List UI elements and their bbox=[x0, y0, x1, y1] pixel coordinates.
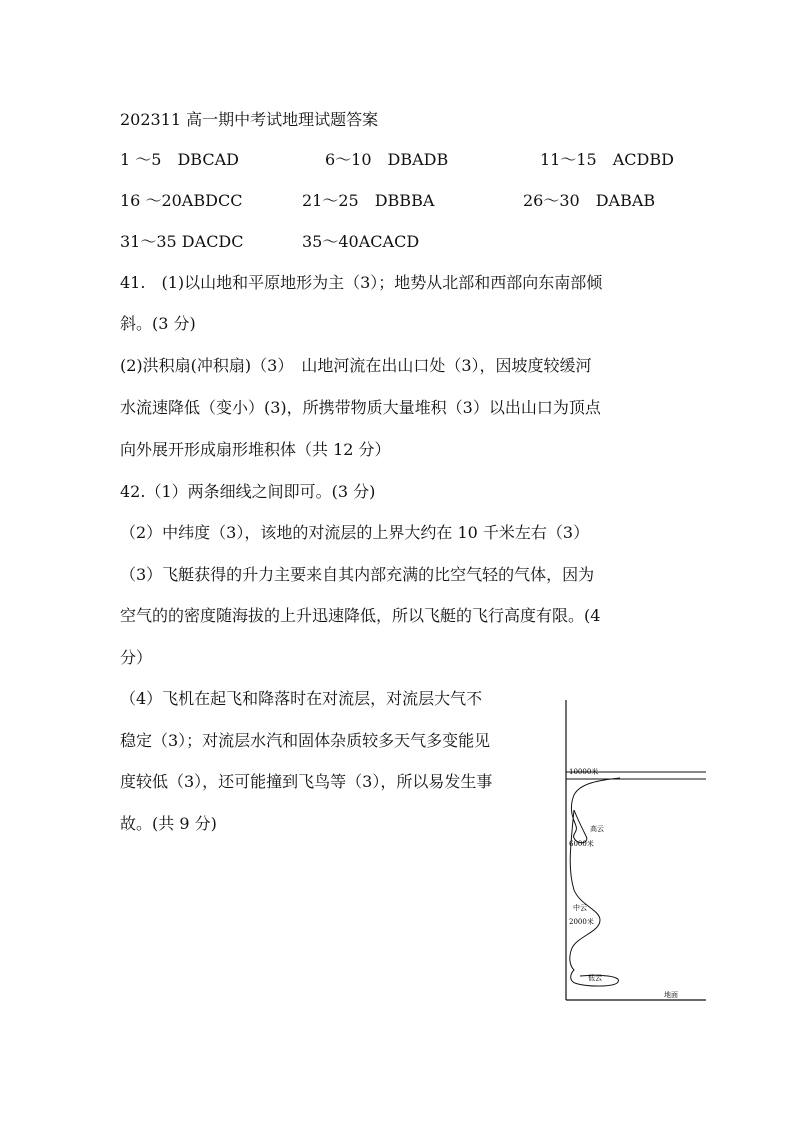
answer-31-35: 31～35 DACDC bbox=[120, 232, 244, 251]
label-mid-cloud: 中云 bbox=[573, 904, 587, 912]
q42-line-1: 42.（1）两条细线之间即可。(3 分) bbox=[120, 482, 376, 501]
q42-line-2: （2）中纬度（3），该地的对流层的上界大约在 10 千米左右（3） bbox=[120, 523, 590, 542]
q41-line-3: (2)洪积扇(冲积扇)（3） 山地河流在出山口处（3），因坡度较缓河 bbox=[120, 356, 592, 375]
answer-26-30: 26～30 DABAB bbox=[523, 191, 656, 210]
q41-line-2: 斜。(3 分) bbox=[120, 314, 196, 333]
label-2000m: 2000米 bbox=[569, 918, 594, 926]
q42-line-9: 故。(共 9 分) bbox=[120, 814, 217, 833]
q42-line-4: 空气的的密度随海拔的上升迅速降低，所以飞艇的飞行高度有限。(4 bbox=[120, 606, 601, 625]
answer-11-15: 11～15 ACDBD bbox=[540, 150, 674, 169]
answer-1-5: 1 ～5 DBCAD bbox=[120, 150, 239, 169]
answer-row-3 bbox=[0, 232, 794, 252]
q42-line-8: 度较低（3），还可能撞到飞鸟等（3），所以易发生事 bbox=[120, 772, 493, 791]
cloud-curve bbox=[570, 778, 620, 986]
answer-6-10: 6～10 DBADB bbox=[325, 150, 449, 169]
label-low-cloud: 低云 bbox=[588, 974, 602, 982]
answer-16-20: 16 ～20ABDCC bbox=[120, 191, 243, 210]
q42-line-7: 稳定（3）；对流层水汽和固体杂质较多天气多变能见 bbox=[120, 731, 491, 750]
answer-35-40: 35～40ACACD bbox=[302, 232, 420, 251]
q42-line-3: （3）飞艇获得的升力主要来自其内部充满的比空气轻的气体，因为 bbox=[120, 565, 595, 584]
label-ground: 地面 bbox=[664, 991, 678, 999]
answer-21-25: 21～25 DBBBA bbox=[302, 191, 435, 210]
q41-line-5: 向外展开形成扇形堆积体（共 12 分） bbox=[120, 440, 391, 459]
label-10000m: 10000米 bbox=[569, 768, 599, 776]
answer-row-2 bbox=[0, 191, 794, 211]
label-6000m: 6000米 bbox=[569, 840, 594, 848]
atmosphere-diagram bbox=[560, 700, 710, 1005]
q41-line-1: 41. (1)以山地和平原地形为主（3）；地势从北部和西部向东南部倾 bbox=[120, 273, 603, 292]
q42-line-6: （4）飞机在起飞和降落时在对流层，对流层大气不 bbox=[120, 689, 483, 708]
q41-line-4: 水流速降低（变小）(3)，所携带物质大量堆积（3）以出山口为顶点 bbox=[120, 398, 601, 417]
label-high-cloud: 高云 bbox=[590, 825, 604, 833]
answer-row-1 bbox=[0, 150, 794, 170]
page-title: 202311 高一期中考试地理试题答案 bbox=[120, 110, 379, 129]
q42-line-5: 分） bbox=[120, 648, 153, 667]
